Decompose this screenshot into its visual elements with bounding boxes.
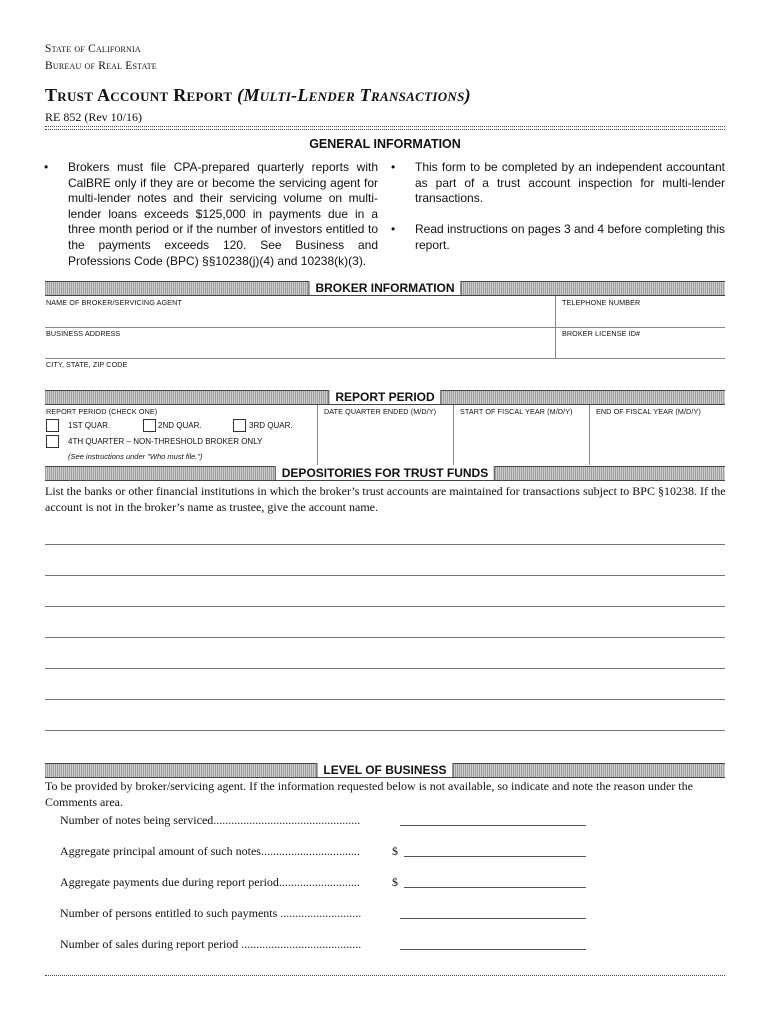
dollar-sign: $	[392, 875, 398, 889]
number-of-sales-label: Number of sales during report period ........................................	[60, 937, 362, 951]
form-title	[45, 85, 471, 106]
right-bullet-1-text: This form to be completed by an independent accountant as part of a trust account inspection for multi-lender transactions.	[415, 160, 725, 206]
persons-entitled-label: Number of persons entitled to such payments ...........................	[60, 906, 362, 920]
aggregate-principal-label: Aggregate principal amount of such notes.................................	[60, 844, 360, 858]
date-quarter-ended-field[interactable]: DATE QUARTER ENDED (M/D/Y)	[324, 407, 437, 416]
start-fiscal-year-field[interactable]: START OF FISCAL YEAR (M/D/Y)	[460, 407, 573, 416]
left-bullet	[44, 160, 378, 269]
q4-label: 4TH QUARTER – NON-THRESHOLD BROKER ONLY	[68, 437, 263, 446]
depository-line-7[interactable]	[45, 730, 725, 731]
q1-label: 1ST QUAR.	[68, 421, 111, 430]
bullet-marker: •	[391, 160, 396, 174]
report-period-heading: REPORT PERIOD	[328, 390, 441, 404]
form-number: RE 852 (Rev 10/16)	[45, 110, 142, 124]
persons-entitled-field[interactable]	[400, 918, 586, 919]
q3-label: 3RD QUAR.	[249, 421, 293, 430]
q2-label: 2ND QUAR.	[158, 421, 202, 430]
divider	[453, 405, 454, 465]
depository-line-6[interactable]	[45, 699, 725, 700]
broker-name-field[interactable]: NAME OF BROKER/SERVICING AGENT	[46, 298, 182, 307]
bullet-marker: •	[391, 222, 396, 236]
right-bullet-1	[391, 160, 725, 207]
left-bullet-text: Brokers must file CPA-prepared quarterly reports with CalBRE only if they are or become the servicing agent for multi-lender notes and their servicing volume on multi-lender loans exceeds $125,000 in payments due in a three month period or if the number of investors entitled to the payments exceeds 120. See Business and Professions Code (BPC) §§10238(j)(4) and 10238(k)(3).	[68, 160, 378, 268]
divider	[45, 358, 725, 359]
depository-line-1[interactable]	[45, 544, 725, 545]
right-bullet-2-text: Read instructions on pages 3 and 4 before completing this report.	[415, 222, 725, 252]
depositories-bar	[45, 466, 725, 481]
bureau-name: Bureau of Real Estate	[45, 60, 157, 72]
right-bullet-2	[391, 222, 725, 253]
form-title-main: Trust Account Report	[45, 85, 238, 105]
who-must-file-note: (See instructions under "Who must file.")	[68, 452, 203, 461]
aggregate-principal-field[interactable]	[404, 856, 586, 857]
q3-checkbox[interactable]	[233, 419, 246, 432]
divider	[45, 327, 725, 328]
level-of-business-heading: LEVEL OF BUSINESS	[316, 763, 453, 777]
q1-checkbox[interactable]	[46, 419, 59, 432]
city-state-zip-field[interactable]: CITY, STATE, ZIP CODE	[46, 360, 128, 369]
q4-checkbox[interactable]	[46, 435, 59, 448]
end-fiscal-year-field[interactable]: END OF FISCAL YEAR (M/D/Y)	[596, 407, 701, 416]
notes-serviced-label: Number of notes being serviced.................................................	[60, 813, 361, 827]
broker-license-field[interactable]: BROKER LICENSE ID#	[562, 329, 641, 338]
header-rule	[45, 126, 725, 127]
footer-rule	[45, 975, 725, 976]
telephone-field[interactable]: TELEPHONE NUMBER	[562, 298, 641, 307]
depository-line-5[interactable]	[45, 668, 725, 669]
broker-information-bar	[45, 281, 725, 296]
aggregate-payments-label: Aggregate payments due during report period...........................	[60, 875, 360, 889]
notes-serviced-field[interactable]	[400, 825, 586, 826]
business-address-field[interactable]: BUSINESS ADDRESS	[46, 329, 121, 338]
form-title-italic: (Multi-Lender Transactions)	[237, 85, 471, 105]
agency-name: State of California	[45, 43, 141, 55]
level-of-business-bar	[45, 763, 725, 778]
divider	[317, 405, 318, 465]
depository-line-4[interactable]	[45, 637, 725, 638]
aggregate-payments-field[interactable]	[404, 887, 586, 888]
depository-line-3[interactable]	[45, 606, 725, 607]
bullet-marker: •	[44, 160, 49, 174]
depositories-heading: DEPOSITORIES FOR TRUST FUNDS	[275, 466, 495, 480]
depository-line-2[interactable]	[45, 575, 725, 576]
report-period-bar	[45, 390, 725, 405]
broker-information-heading: BROKER INFORMATION	[308, 281, 461, 295]
general-information-heading: GENERAL INFORMATION	[309, 137, 461, 151]
q2-checkbox[interactable]	[143, 419, 156, 432]
number-of-sales-field[interactable]	[400, 949, 586, 950]
header-rule-2	[45, 129, 725, 130]
level-of-business-instructions: To be provided by broker/servicing agent. If the information requested below is not available, so indicate and note the reason under the Comments area.	[45, 779, 693, 809]
divider	[589, 405, 590, 465]
report-period-check-label: REPORT PERIOD (CHECK ONE)	[46, 407, 158, 416]
depositories-instructions: List the banks or other financial institutions in which the broker’s trust accounts are maintained for transactions subject to BPC §10238. If the account is not in the broker’s name as trustee, give the account name.	[45, 484, 726, 514]
dollar-sign: $	[392, 844, 398, 858]
